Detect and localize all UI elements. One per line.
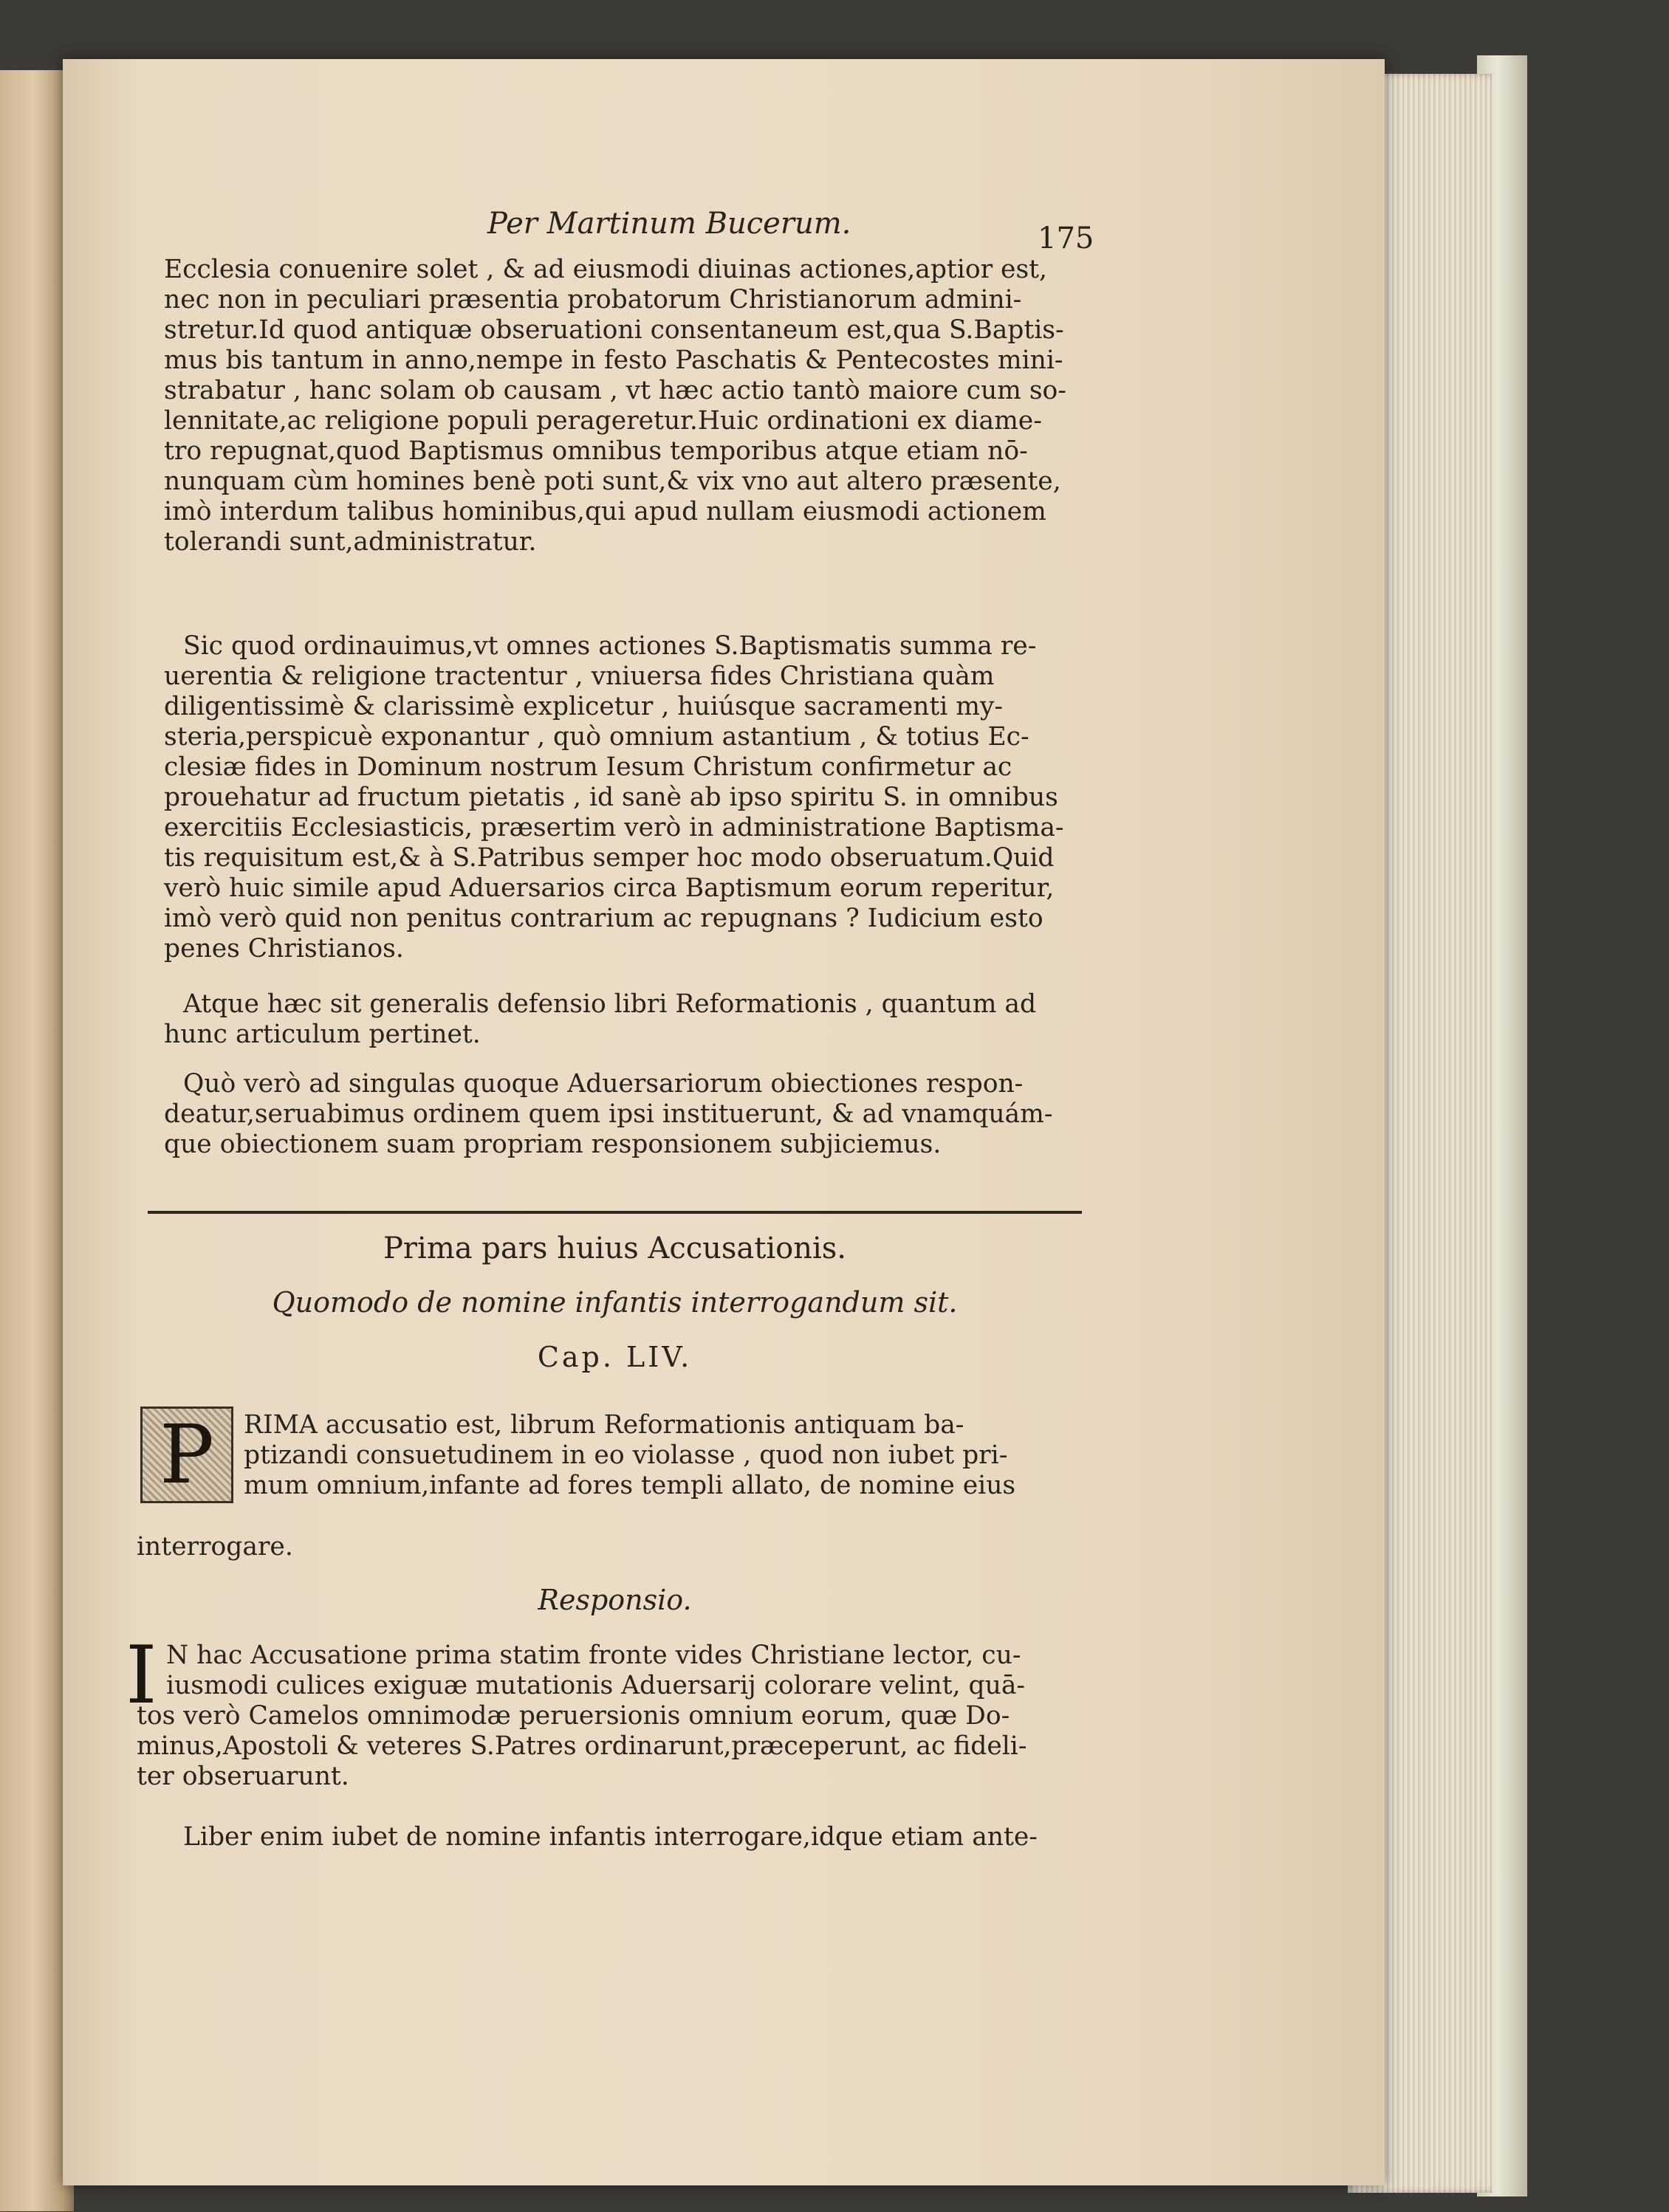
text-line: clesiæ fides in Dominum nostrum Iesum Christum confirmetur ac [164,752,1012,782]
text-line: prouehatur ad fructum pietatis , id sanè ab ipso spiritu S. in omnibus [164,783,1058,812]
paragraph-6 [166,1641,1082,1701]
text-line: imò interdum talibus hominibus,qui apud nullam eiusmodi actionem [164,497,1046,526]
text-line: minus,Apostoli & veteres S.Patres ordinarunt,præceperunt, ac fideli- [137,1731,1027,1761]
text-line: verò huic simile apud Aduersarios circa Baptismum eorum reperitur, [164,873,1055,903]
text-line: hunc articulum pertinet. [164,1020,481,1049]
text-line: mum omnium,infante ad fores templi allato, de nomine eius [244,1471,1016,1500]
text-line: lennitate,ac religione populi perageretur.Huic ordinationi ex diame- [164,406,1042,436]
text-line: Atque hæc sit generalis defensio libri Reformationis , quantum ad [183,989,1037,1019]
text-line: Ecclesia conuenire solet , & ad eiusmodi diuinas actiones,aptior est, [164,255,1047,284]
paragraph-2 [164,631,1080,964]
paragraph-1 [164,255,1080,557]
text-line: deatur,seruabimus ordinem quem ipsi instituerunt, & ad vnamquám- [164,1099,1053,1129]
text-line: tro repugnat,quod Baptismus omnibus temporibus atque etiam nō- [164,436,1028,466]
text-line: nunquam cùm homines benè poti sunt,& vix vno aut altero præsente, [164,467,1061,496]
initial-letter: I [126,1629,157,1722]
text-line: que obiectionem suam propriam responsionem subjiciemus. [164,1130,942,1159]
text-line: tis requisitum est,& à S.Patribus semper hoc modo obseruatum.Quid [164,843,1055,873]
paragraph-4 [164,1069,1080,1160]
decorated-initial-letter: P [143,1409,231,1501]
text-line: strabatur , hanc solam ob causam , vt hæc actio tantò maiore cum so- [164,376,1066,405]
text-line: ter obseruarunt. [137,1762,349,1791]
text-line: N hac Accusatione prima statim fronte vides Christiane lector, cu- [166,1641,1021,1670]
text-line: RIMA accusatio est, librum Reformationis antiquam ba- [244,1410,964,1440]
text-line: Liber enim iubet de nomine infantis interrogare,idque etiam ante- [183,1822,1038,1852]
text-line: interrogare. [137,1532,293,1562]
text-line: tos verò Camelos omnimodæ peruersionis omnium eorum, quæ Do- [137,1701,1010,1731]
chapter-heading: Cap. LIV. [537,1341,693,1373]
paragraph-5 [244,1410,1086,1501]
text-line: penes Christianos. [164,934,404,964]
section-divider [148,1211,1082,1214]
page-number: 175 [1038,221,1094,255]
text-line: imò verò quid non penitus contrarium ac repugnans ? Iudicium esto [164,904,1043,933]
section-title: Prima pars huius Accusationis. [383,1232,847,1265]
paragraph-3 [164,989,1080,1050]
text-line: stretur.Id quod antiquæ obseruationi consentaneum est,qua S.Baptis- [164,315,1064,345]
text-line: nec non in peculiari præsentia probatorum Christianorum admini- [164,285,1022,315]
running-title: Per Martinum Bucerum. [487,207,851,241]
text-line: Sic quod ordinauimus,vt omnes actiones S.Baptismatis summa re- [183,631,1037,661]
text-line: tolerandi sunt,administratur. [164,527,537,557]
section-subtitle: Quomodo de nomine infantis interrogandum sit. [272,1286,958,1319]
paragraph-6-continued [137,1701,1082,1792]
text-line: diligentissimè & clarissimè explicetur , huiúsque sacramenti my- [164,692,1004,721]
text-line: mus bis tantum in anno,nempe in festo Paschatis & Pentecostes mini- [164,346,1063,375]
text-line: ptizandi consuetudinem in eo violasse , quod non iubet pri- [244,1440,1008,1470]
decorated-initial [140,1406,233,1503]
text-line: exercitiis Ecclesiasticis, præsertim verò in administratione Baptisma- [164,813,1064,842]
text-line: Quò verò ad singulas quoque Aduersariorum obiectiones respon- [183,1069,1024,1099]
text-line: steria,perspicuè exponantur , quò omnium astantium , & totius Ec- [164,722,1029,752]
text-line: iusmodi culices exiguæ mutationis Aduersarij colorare velint, quā- [166,1671,1026,1700]
response-heading: Responsio. [538,1584,692,1616]
text-line: uerentia & religione tractentur , vniuersa fides Christiana quàm [164,662,995,691]
paragraph-7 [164,1822,1080,1852]
